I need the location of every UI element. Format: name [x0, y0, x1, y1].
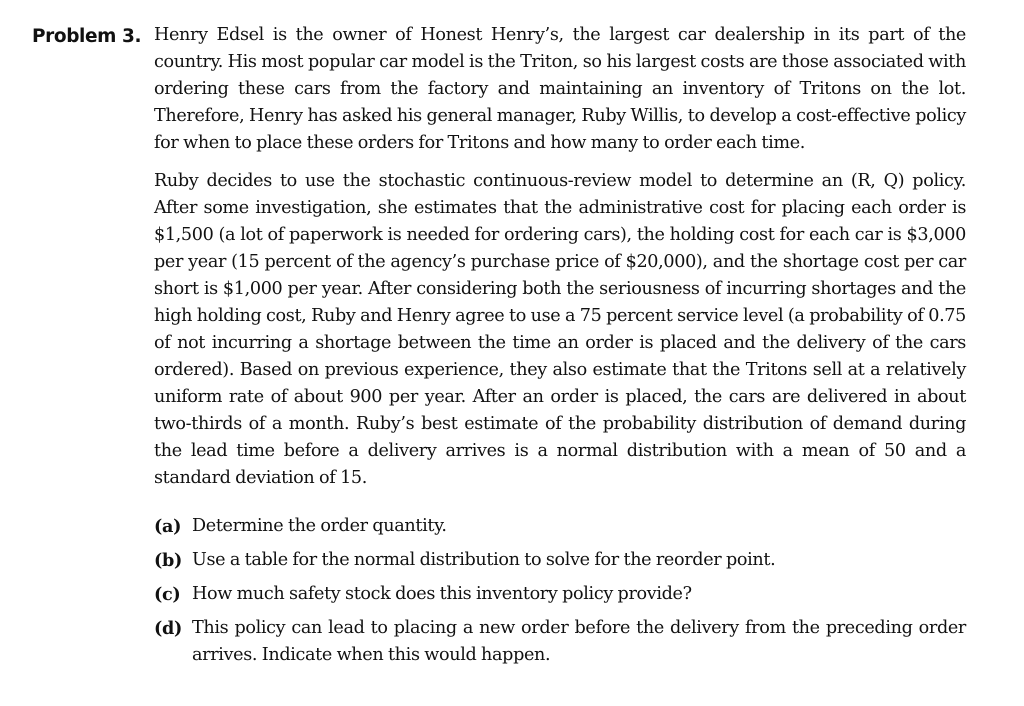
part-text: Use a table for the normal distribution to solve for the reorder point. [192, 550, 776, 570]
question-part-c [154, 581, 966, 608]
part-label: (a) [154, 516, 182, 537]
problem-label: Problem 3. [32, 26, 142, 47]
question-part-d [154, 615, 966, 669]
question-part-a [154, 513, 966, 540]
part-label: (c) [154, 584, 181, 605]
part-text: This policy can lead to placing a new order before the delivery from the preceding order arrives. Indicate when this would happen. [192, 618, 966, 665]
part-label: (d) [154, 618, 183, 639]
part-label: (b) [154, 550, 183, 571]
question-parts [154, 513, 966, 669]
problem-paragraph-intro: Henry Edsel is the owner of Honest Henry’s, the largest car dealership in its part of the country. His most popular car model is the Triton, so his largest costs are those associated with ordering these cars from the factory and maintaining an inventory of Tritons on the lot. Therefore, Henry has asked his general manager, Ruby Willis, to develop a cost-effective policy for when to place these orders for Tritons and how many to order each time. [154, 25, 966, 153]
question-part-b [154, 547, 966, 574]
part-text: Determine the order quantity. [192, 516, 447, 536]
part-text: How much safety stock does this inventory policy provide? [192, 584, 692, 604]
problem-body [154, 22, 966, 669]
problem-paragraph-details: Ruby decides to use the stochastic continuous-review model to determine an (R, Q) policy. After some investigation, she estimates that the administrative cost for placing each order is $1,500 (a lot of paperwork is needed for ordering cars), the holding cost for each car is $3,000 per year (15 percent of the agency’s purchase price of $20,000), and the shortage cost per car short is $1,000 per year. After considering both the seriousness of incurring shortages and the high holding cost, Ruby and Henry agree to use a 75 percent service level (a probability of 0.75 of not incurring a shortage between the time an order is placed and the delivery of the cars ordered). Based on previous experience, they also estimate that the Tritons sell at a relatively uniform rate of about 900 per year. After an order is placed, the cars are delivered in about two-thirds of a month. Ruby’s best estimate of the probability distribution of demand during the lead time before a delivery arrives is a normal distribution with a mean of 50 and a standard deviation of 15. [154, 171, 966, 488]
